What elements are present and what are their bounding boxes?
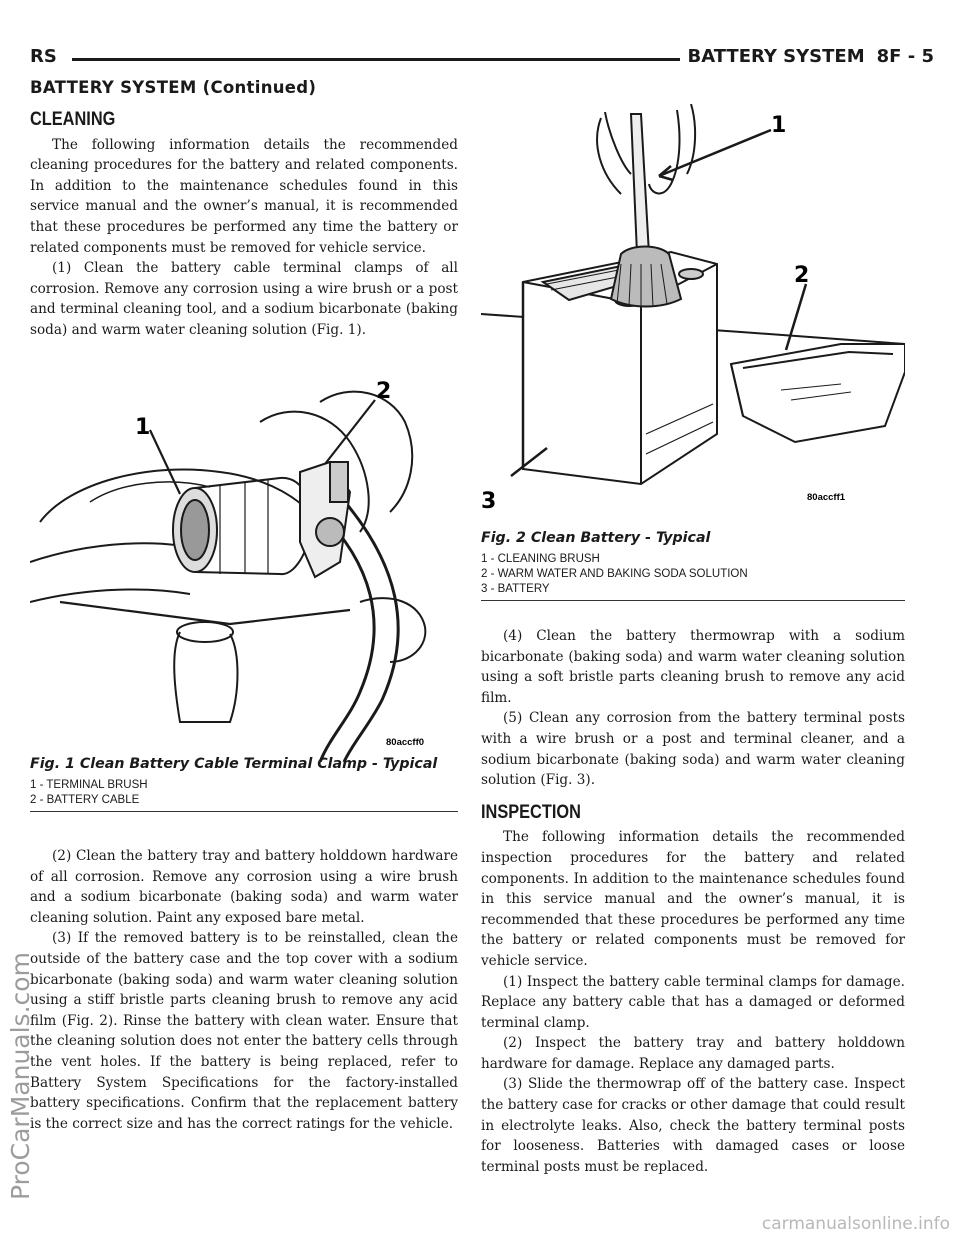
header-section-title: BATTERY SYSTEM — [687, 46, 865, 67]
cleaning-step-3: (3) If the removed battery is to be reinstalled, clean the outside of the battery case and the top cover with a sodium bicarbonate (baking soda) and warm water cleaning solution using a stiff bristle parts cleaning brush to remove any acid film (Fig. 2). Rinse the battery with clean water. Ensure that the cleaning solution does not enter the battery cells through the vent holes. If the battery is being replaced, refer to Battery System Specifications for the factory-installed battery specifications. Confirm that the replacement battery is the correct size and has the correct ratings for the vehicle. — [30, 930, 458, 1132]
fig1-bottom-rule — [30, 811, 458, 812]
fig2-legend-item: 1 - CLEANING BRUSH — [481, 553, 600, 565]
continued-heading: BATTERY SYSTEM (Continued) — [30, 78, 317, 97]
header-right — [675, 46, 934, 67]
fig2-callout-2: 2 — [794, 263, 810, 288]
header-left-code: RS — [30, 46, 57, 67]
cleaning-heading: CLEANING — [30, 109, 116, 130]
cleaning-step-2: (2) Clean the battery tray and battery holddown hardware of all corrosion. Remove any corrosion using a wire brush and a sodium bicarbonate (baking soda) and warm water cleaning solution. Paint any exposed bare metal. — [30, 848, 458, 926]
cleaning-step-4: (4) Clean the battery thermowrap with a sodium bicarbonate (baking soda) and warm water cleaning solution using a soft bristle parts cleaning brush to remove any acid film. — [481, 628, 905, 706]
figure-1 — [30, 362, 458, 812]
cleaning-step-5: (5) Clean any corrosion from the battery terminal posts with a wire brush or a post and terminal cleaner, and a sodium bicarbonate (baking soda) and warm water cleaning solution (Fig. 3). — [481, 710, 905, 789]
fig1-caption: Fig. 1 Clean Battery Cable Terminal Clamp - Typical — [30, 756, 438, 772]
inspection-step-2: (2) Inspect the battery tray and battery holddown hardware for damage. Replace any damaged parts. — [481, 1035, 905, 1072]
fig1-callout-1: 1 — [135, 415, 151, 440]
right-column — [481, 626, 905, 1177]
header-rule — [72, 58, 680, 61]
figure-2 — [481, 104, 905, 601]
inspection-step-3: (3) Slide the thermowrap off of the battery case. Inspect the battery case for cracks or other damage that could result in electrolyte leaks. Also, check the battery terminal posts for looseness. Batteries with damaged cases or loose terminal posts must be replaced. — [481, 1076, 905, 1175]
fig2-code: 80accff1 — [807, 492, 846, 503]
battery-cleaning-illustration — [481, 104, 905, 524]
fig1-legend-item: 2 - BATTERY CABLE — [30, 794, 140, 806]
terminal-brush-illustration — [30, 362, 458, 762]
left-column-top — [30, 110, 458, 341]
footer-watermark: carmanualsonline.info — [761, 1214, 950, 1234]
fig1-code: 80accff0 — [386, 737, 425, 748]
fig2-callout-3: 3 — [481, 489, 497, 514]
header-page-number: 8F - 5 — [876, 46, 934, 67]
fig2-legend — [481, 552, 905, 597]
inspection-heading: INSPECTION — [481, 801, 581, 823]
fig2-legend-item: 2 - WARM WATER AND BAKING SODA SOLUTION — [481, 568, 748, 580]
fig2-callout-1: 1 — [771, 113, 787, 138]
fig1-callout-2: 2 — [376, 379, 392, 404]
inspection-intro: The following information details the recommended inspection procedures for the battery and related components. In addition to the maintenance schedules found in this service manual and the owner’s manual, it is recommended that these procedures be performed any time the battery or related components must be removed for vehicle service. — [481, 829, 905, 969]
page-header — [30, 46, 934, 72]
left-column-bottom — [30, 846, 458, 1134]
fig2-legend-item: 3 - BATTERY — [481, 583, 550, 595]
fig1-legend — [30, 778, 458, 808]
fig2-bottom-rule — [481, 600, 905, 601]
fig1-legend-item: 1 - TERMINAL BRUSH — [30, 779, 148, 791]
side-watermark: ProCarManuals.com — [6, 952, 35, 1200]
fig2-caption: Fig. 2 Clean Battery - Typical — [481, 530, 711, 546]
cleaning-intro: The following information details the recommended cleaning procedures for the battery and related components. In addition to the maintenance schedules found in this service manual and the owner’s manual, it is recommended that these procedures be performed any time the battery or related components must be removed for vehicle service. — [30, 136, 458, 256]
cleaning-step-1: (1) Clean the battery cable terminal clamps of all corrosion. Remove any corrosion using a wire brush or a post and terminal cleaning tool, and a sodium bicarbonate (baking soda) and warm water cleaning solution (Fig. 1). — [30, 260, 458, 338]
inspection-step-1: (1) Inspect the battery cable terminal clamps for damage. Replace any battery cable that has a damaged or deformed terminal clamp. — [481, 973, 905, 1031]
